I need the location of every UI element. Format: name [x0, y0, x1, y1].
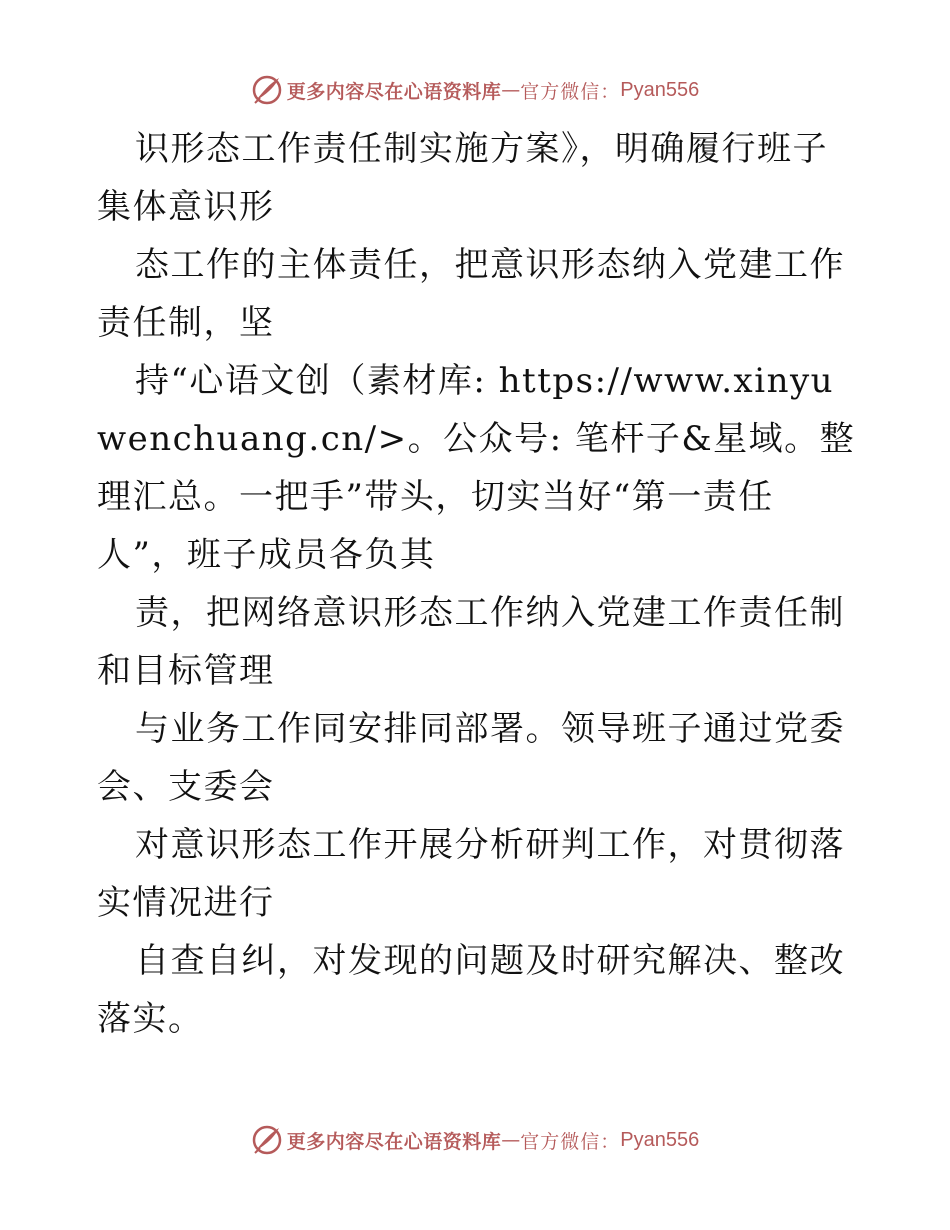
header-banner	[0, 70, 950, 110]
paragraph-5: 与业务工作同安排同部署。领导班子通过党委会、支委会	[97, 709, 845, 807]
paragraph-2: 态工作的主体责任，把意识形态纳入党建工作责任制，坚	[97, 245, 845, 343]
banner-title: 更多内容尽在心语资料库	[286, 80, 502, 103]
paragraph-6: 对意识形态工作开展分析研判工作，对贯彻落实情况进行	[97, 825, 845, 923]
banner-wechat-id: Pyan556	[620, 78, 700, 101]
paragraph-4: 责，把网络意识形态工作纳入党建工作责任制和目标管理	[97, 593, 845, 691]
paragraph-3: 持“心语文创（素材库: https://www.xinyuwenchuang.cn/>。公众号: 笔杆子&星域。整理汇总。一把手”带头，切实当好“第一责任人”，班子成员各负其	[97, 361, 856, 575]
paragraph-1: 识形态工作责任制实施方案》，明确履行班子集体意识形	[97, 129, 828, 227]
banner-wechat-label: 官方微信：	[520, 80, 621, 103]
footer-banner	[0, 1120, 950, 1160]
feather-pen-icon	[251, 74, 283, 106]
paragraph-7: 自查自纠，对发现的问题及时研究解决、整改落实。	[97, 941, 845, 1039]
footer-banner-wechat-label: 官方微信：	[520, 1130, 621, 1153]
footer-banner-title: 更多内容尽在心语资料库	[286, 1130, 502, 1153]
feather-pen-icon	[251, 1124, 283, 1156]
footer-banner-wechat-id: Pyan556	[620, 1128, 700, 1151]
banner-dash: —	[501, 79, 521, 101]
document-body	[97, 120, 857, 1048]
footer-banner-dash: —	[501, 1129, 521, 1151]
